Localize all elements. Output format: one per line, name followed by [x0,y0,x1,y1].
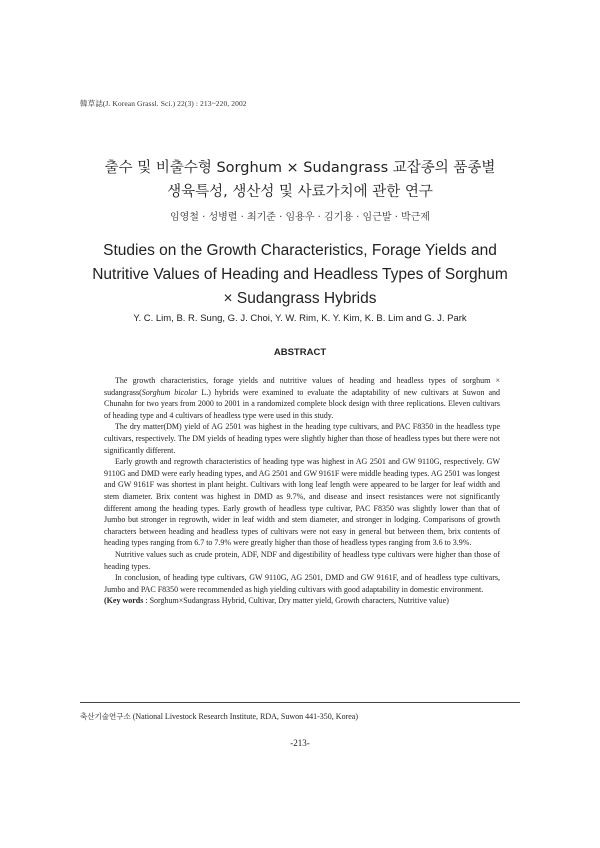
abstract-p1-text-b: L.) hybrids were examined to evaluate the adaptability of new cultivars at Suwon and Chunahn for two years from 2000 to 2001 in a randomized complete block design with three replications. Eleven cultivars of heading type and 4 cultivars of headless type were used in this study. [104,387,500,420]
keywords-text: Sorghum×Sudangrass Hybrid, Cultivar, Dry matter yield, Growth characters, Nutritive value) [149,596,449,606]
journal-reference: 韓草誌(J. Korean Grassl. Sci.) 22(3) : 213~220, 2002 [80,99,247,108]
abstract-paragraph-5: In conclusion, of heading type cultivars, GW 9110G, AG 2501, DMD and GW 9161F, and of headless type cultivars, Jumbo and PAC F8350 were recommended as high yielding cultivars with good adaptability in domestic environment. [104,573,500,594]
english-authors: Y. C. Lim, B. R. Sung, G. J. Choi, Y. W. Rim, K. Y. Kim, K. B. Lim and G. J. Park [133,313,467,324]
species-name: Sorghum bicolar [141,387,198,397]
english-title-line-3: × Sudangrass Hybrids [223,290,377,307]
affiliation [80,711,358,722]
korean-title-line-1: 출수 및 비출수형 Sorghum × Sudangrass 교잡종의 품종별 [104,160,496,176]
korean-authors: 임영철 · 성병렬 · 최기준 · 임용우 · 김기용 · 임근발 · 박근제 [169,212,431,223]
english-title-line-2: Nutritive Values of Heading and Headless Types of Sorghum [92,266,508,283]
keywords-label: (Key words [104,596,144,606]
keywords-separator: : [143,596,150,606]
affiliation-korean: 축산기술연구소 [80,712,131,721]
abstract-body [104,375,500,607]
abstract-paragraph-4: Nutritive values such as crude protein, ADF, NDF and digestibility of headless type cultivars were higher than those of heading types. [104,549,500,571]
abstract-paragraph-2: The dry matter(DM) yield of AG 2501 was highest in the heading type cultivars, and PAC F8350 in the headless type cultivars, respectively. The DM yields of heading types were slightly higher than those of headless types but there were not significantly different. [104,422,500,455]
abstract-heading: ABSTRACT [273,347,327,358]
english-title-line-1: Studies on the Growth Characteristics, Forage Yields and [103,242,497,259]
abstract-p1-text-a: The growth characteristics, forage yields and nutritive values of heading and headless types of sorghum × sudangrass( [104,376,500,397]
footer-divider [80,702,520,703]
korean-title-line-2: 생육특성, 생산성 및 사료가치에 관한 연구 [167,184,433,200]
affiliation-english: (National Livestock Research Institute, RDA, Suwon 441-350, Korea) [130,712,358,721]
abstract-paragraph-3: Early growth and regrowth characteristics of heading type was highest in AG 2501 and GW 9110G, respectively. GW 9110G and DMD were early heading types, and AG 2501 and GW 9161F were middle heading types. AG 2501 was longest and GW 9161F was shortest in plant height. Cultivars with long leaf length were appeared to be larger for leaf width and stem diameter. Brix content was highest in DMD as 9.7%, and disease and insect resistances were not significantly different among the heading types. Early growth of headless type cultivar, PAC F8350 was slightly lower than that of Jumbo but stronger in regrowth, wider in leaf width and stem diameter, and stronger in lodging. Comparisons of growth characters between heading and headless types of cultivars were not easy in general but between them, brix contents of heading types ranging from 6.7 to 7.9% were greatly higher than those of headless types ranging from 3.6 to 3.9%. [104,457,500,548]
abstract-paragraph-1 [104,375,500,421]
keywords [104,595,500,607]
page-number: -213- [290,738,310,748]
